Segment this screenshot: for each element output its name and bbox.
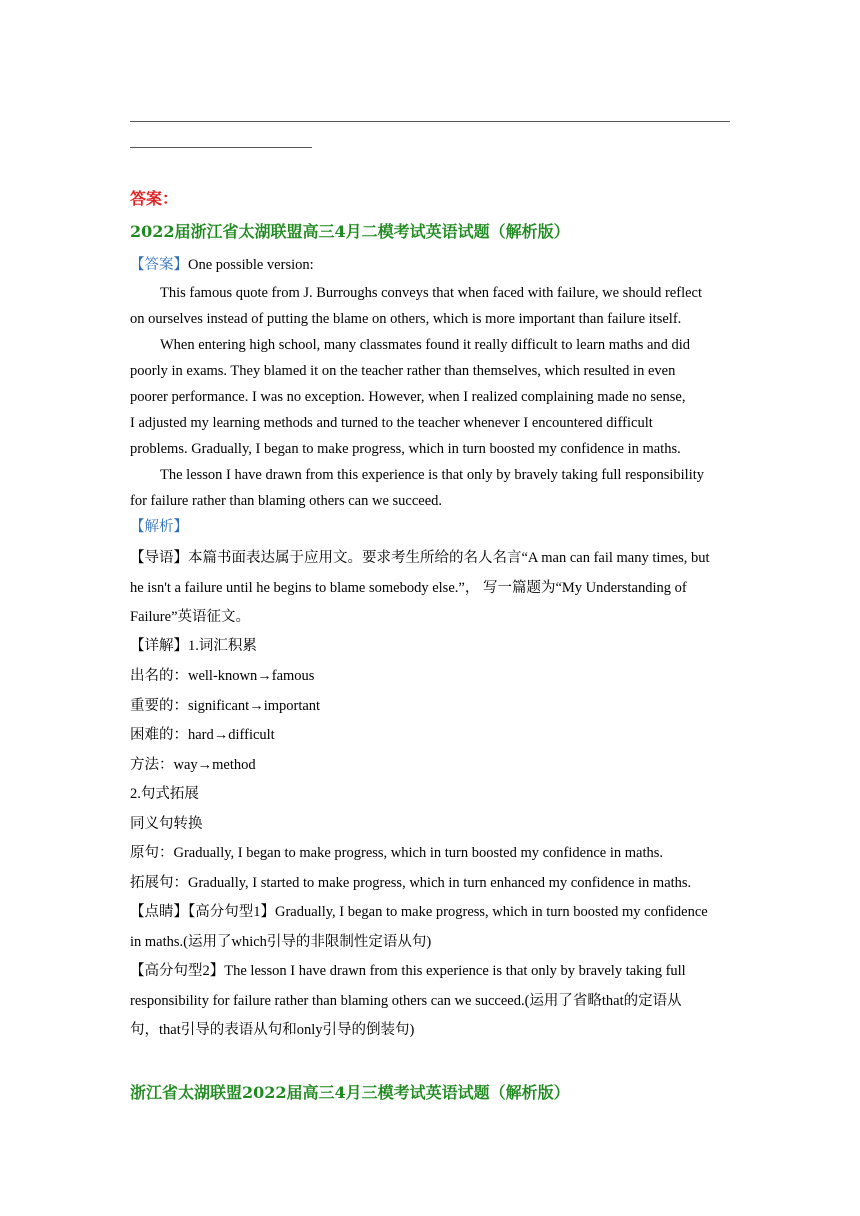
guide-text: 本篇书面表达属于应用文。要求考生所给的名人名言“A man can fail many times, but bbox=[188, 550, 710, 566]
section-title-1: 2022届浙江省太湖联盟高三4月二模考试英语试题（解析版） bbox=[130, 222, 570, 241]
answer-blank-line-1 bbox=[130, 121, 730, 122]
section-title-2: 浙江省太湖联盟2022届高三4月三模考试英语试题（解析版） bbox=[130, 1083, 570, 1102]
tip1-tag: 【高分句型1】 bbox=[188, 904, 275, 920]
essay-line: When entering high school, many classmates found it really difficult to learn maths and did bbox=[160, 337, 691, 353]
detail-heading: 1.词汇积累 bbox=[188, 638, 257, 654]
vocab-item: 出名的：well-known→famous bbox=[130, 668, 315, 684]
answer-intro-text: One possible version: bbox=[188, 257, 314, 273]
answer-blank-line-2 bbox=[130, 147, 312, 148]
tip2-line bbox=[130, 958, 686, 984]
answer-label: 答案： bbox=[130, 189, 179, 208]
original-sentence: 原句：Gradually, I began to make progress, which in turn boosted my confidence in maths. bbox=[130, 845, 664, 861]
tip2-text: The lesson I have drawn from this experience is that only by bravely taking full bbox=[224, 963, 686, 979]
answer-intro bbox=[130, 252, 314, 278]
detail-line bbox=[130, 633, 257, 659]
guide-tag: 【导语】 bbox=[130, 550, 188, 566]
tip-tag: 【点睛】 bbox=[130, 904, 188, 920]
guide-line bbox=[130, 545, 710, 571]
essay-line: problems. Gradually, I began to make progress, which in turn boosted my confidence in maths. bbox=[130, 441, 681, 457]
tip1-line bbox=[130, 899, 708, 925]
answer-tag: 【答案】 bbox=[130, 257, 188, 273]
tip2-line: 句，that引导的表语从句和only引导的倒装句) bbox=[130, 1022, 415, 1038]
expanded-sentence: 拓展句：Gradually, I started to make progress, which in turn enhanced my confidence in maths. bbox=[130, 875, 692, 891]
essay-line: for failure rather than blaming others can we succeed. bbox=[130, 493, 443, 509]
tip1-line: in maths.(运用了which引导的非限制性定语从句) bbox=[130, 934, 432, 950]
tip2-line: responsibility for failure rather than blaming others can we succeed.(运用了省略that的定语从 bbox=[130, 993, 682, 1009]
tip1-text: Gradually, I began to make progress, which in turn boosted my confidence bbox=[275, 904, 708, 920]
vocab-item: 方法：way→method bbox=[130, 757, 256, 773]
synonym-heading: 同义句转换 bbox=[130, 816, 203, 832]
tip2-tag: 【高分句型2】 bbox=[130, 963, 225, 979]
essay-line: poorly in exams. They blamed it on the teacher rather than themselves, which resulted in even bbox=[130, 363, 676, 379]
pattern-heading: 2.句式拓展 bbox=[130, 786, 199, 802]
detail-tag: 【详解】 bbox=[130, 638, 188, 654]
guide-line: he isn't a failure until he begins to blame somebody else.”， 写一篇题为“My Understanding of bbox=[130, 580, 687, 596]
essay-line: poorer performance. I was no exception. However, when I realized complaining made no sense, bbox=[130, 389, 686, 405]
essay-line: I adjusted my learning methods and turned to the teacher whenever I encountered difficult bbox=[130, 415, 653, 431]
essay-line: This famous quote from J. Burroughs conveys that when faced with failure, we should reflect bbox=[160, 285, 702, 301]
guide-line: Failure”英语征文。 bbox=[130, 609, 251, 625]
vocab-item: 重要的：significant→important bbox=[130, 698, 321, 714]
essay-line: The lesson I have drawn from this experience is that only by bravely taking full responsibility bbox=[160, 467, 705, 483]
analysis-tag: 【解析】 bbox=[130, 519, 188, 535]
essay-line: on ourselves instead of putting the blame on others, which is more important than failure itself. bbox=[130, 311, 682, 327]
vocab-item: 困难的：hard→difficult bbox=[130, 727, 275, 743]
